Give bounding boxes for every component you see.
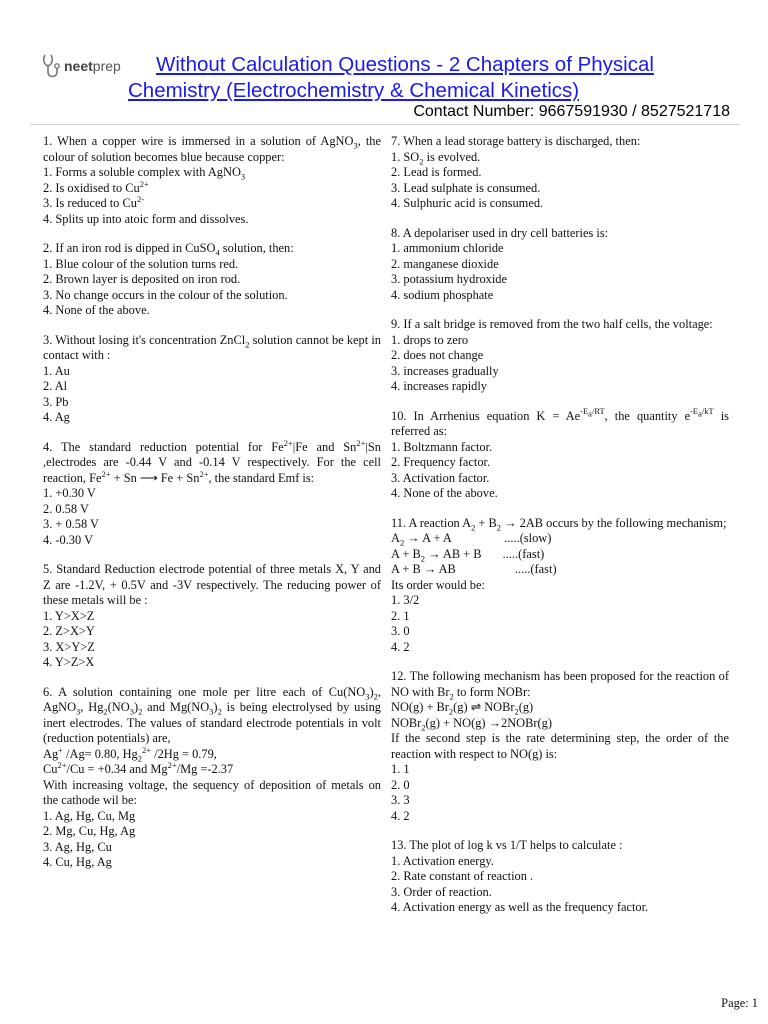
question-2 <box>43 241 381 319</box>
option: 3. X>Y>Z <box>43 639 95 654</box>
right-column <box>391 134 729 930</box>
option: 1. $SO_2$ is evolved. <box>391 149 481 166</box>
question-stem: 5. Standard Reduction electrode potential of three metals X, Y and Z are -1.2V, + 0.5V and -3V respectively. The reducing power of these metals will be : <box>43 562 381 607</box>
question-stem: 6. A solution containing one mole per litre each of $Cu(NO_3)_2$, AgNO$_3$, $Hg_2(NO_3)_2$ and $Mg(NO_3)_2$ is being electrolysed by using inert electrodes. The values of standard electrode potentials in volt (reduction potentials) are, <box>43 684 381 745</box>
contact-number: Contact Number: 9667591930 / 8527521718 <box>413 103 730 120</box>
option: 2. Lead is formed. <box>391 165 482 179</box>
question-6 <box>43 685 381 871</box>
question-stem: 4. The standard reduction potential for $Fe^{2+}|Fe$ and $Sn^{2+}|Sn$ ,electrodes are -0.44 V and -0.14 V respectively. For the cell reaction, $Fe^{2+} + Sn$ ⟶ $Fe + Sn^{2+}$, the standard Emf is: <box>43 437 382 485</box>
option: 4. Activation energy as well as the frequency factor. <box>391 900 649 914</box>
question-stem-continued: If the second step is the rate determining step, the order of the reaction with respect to NO(g) is: <box>391 731 729 761</box>
question-11 <box>391 516 729 656</box>
option: 3. + 0.58 V <box>43 517 99 531</box>
question-stem: 7. When a lead storage battery is discharged, then: <box>391 134 641 148</box>
question-stem: 12. The following mechanism has been proposed for the reaction of NO with $Br_2$ to form NOBr: <box>391 669 729 701</box>
left-column <box>43 134 381 885</box>
question-1 <box>43 134 381 227</box>
option: 3. 0 <box>391 624 410 638</box>
mechanism-step: $NO(g) + Br_2(g)$ ⇌ NOBr$_2$(g) <box>391 700 534 717</box>
question-stem: 11. A reaction $A_2 + B_2 \to 2AB$ occurs by the following mechanism; <box>391 515 727 532</box>
option: 4. sodium phosphate <box>391 287 494 302</box>
option: 2. Z>X>Y <box>43 624 95 638</box>
option: 4. -0.30 V <box>43 532 94 547</box>
question-stem: 3. Without losing it's concentration ZnCl$_2$ solution cannot be kept in contact with : <box>43 332 381 362</box>
option: 1. 3/2 <box>391 593 420 607</box>
option: 4. increases rapidly <box>391 379 487 393</box>
option: 2. Brown layer is deposited on iron rod. <box>43 272 241 286</box>
question-stem: 9. If a salt bridge is removed from the two half cells, the voltage: <box>391 317 713 331</box>
option: 4. Cu, Hg, Ag <box>43 855 112 869</box>
option: 3. Ag, Hg, Cu <box>43 839 112 854</box>
question-stem: 8. A depolariser used in dry cell batteries is: <box>391 225 609 240</box>
option: 4. Y>Z>X <box>43 655 95 669</box>
question-13 <box>391 838 729 916</box>
question-7 <box>391 134 729 212</box>
option: 3. Is reduced to $Cu^{2-}$ <box>43 193 145 210</box>
mechanism-step: $A_2 \to A + A$ .....(slow) <box>391 531 552 548</box>
option: 1. Au <box>43 363 70 378</box>
logo-wordmark: neetprep <box>64 58 121 74</box>
option: 1. ammonium chloride <box>391 241 504 255</box>
question-stem: 13. The plot of log k vs 1/T helps to calculate : <box>391 838 623 852</box>
option: 1. Boltzmann factor. <box>391 439 493 454</box>
header-divider <box>30 124 740 125</box>
option: 3. potassium hydroxide <box>391 272 507 286</box>
option: 3. Lead sulphate is consumed. <box>391 180 541 195</box>
option: 4. None of the above. <box>43 303 150 317</box>
option: 3. Pb <box>43 394 69 409</box>
question-12 <box>391 669 729 824</box>
option: 3. 3 <box>391 793 410 807</box>
option: 2. Frequency factor. <box>391 455 491 469</box>
document-title[interactable]: Without Calculation Questions - 2 Chapters of Physical Chemistry (Electrochemistry & Chemical Kinetics) <box>128 53 654 102</box>
option: 4. 2 <box>391 808 410 823</box>
option: 3. increases gradually <box>391 363 499 378</box>
question-9 <box>391 317 729 395</box>
question-3 <box>43 333 381 426</box>
option: 1. Ag, Hg, Cu, Mg <box>43 808 136 823</box>
option: 2. 0.58 V <box>43 501 89 516</box>
option: 1. Activation energy. <box>391 853 494 868</box>
option: 2. Mg, Cu, Hg, Ag <box>43 824 136 838</box>
option: 1. 1 <box>391 762 410 776</box>
formula-line: $Cu^{2+}/Cu = +0.34$ and $Mg^{2+}/Mg =-2.37$ <box>43 759 234 776</box>
question-stem: 10. In Arrhenius equation $K = Ae^{-E_a/RT}$, the quantity $e^{-E_a/kT}$ is referred as: <box>391 406 729 438</box>
mechanism-step: NOBr$_2$(g) + NO(g) →2NOBr(g) <box>391 715 552 732</box>
option: 1. Y>X>Z <box>43 608 95 623</box>
option: 2. Al <box>43 379 68 393</box>
question-stem: 1. When a copper wire is immersed in a solution of AgNO$_3$, the colour of solution becomes blue because copper: <box>43 134 382 164</box>
question-4 <box>43 437 382 549</box>
option: 2. 0 <box>391 777 410 792</box>
question-stem: 2. If an iron rod is dipped in CuSO$_4$ solution, then: <box>43 241 294 258</box>
option: 2. does not change <box>391 348 484 362</box>
mechanism-step: $A + B_2$ → AB + B .....(fast) <box>391 546 545 563</box>
option: 4. Ag <box>43 410 70 424</box>
page-number: Page: 1 <box>721 996 758 1010</box>
option: 1. Forms a soluble complex with AgNO$_3$ <box>43 165 246 182</box>
page-header <box>0 0 768 124</box>
mechanism-step: A + B → AB .....(fast) <box>391 562 557 576</box>
option: 4. Sulphuric acid is consumed. <box>391 196 544 210</box>
question-stem-continued: With increasing voltage, the sequency of deposition of metals on the cathode wil be: <box>43 777 381 807</box>
stethoscope-icon <box>40 52 64 82</box>
option: 4. None of the above. <box>391 486 498 500</box>
option: 3. Order of reaction. <box>391 884 492 899</box>
option: 3. Activation factor. <box>391 470 490 485</box>
formula-line: Ag+ /Ag= 0.80, $Hg_2^{2+}$ /2Hg = 0.79, <box>43 744 217 763</box>
option: 3. No change occurs in the colour of the solution. <box>43 287 288 302</box>
option: 2. Is oxidised to $Cu^{2+}$ <box>43 178 149 195</box>
option: 4. 2 <box>391 639 410 654</box>
option: 2. 1 <box>391 608 410 623</box>
option: 4. Splits up into atoic form and dissolves. <box>43 211 249 226</box>
option: 2. manganese dioxide <box>391 256 499 271</box>
question-10 <box>391 406 729 502</box>
option: 1. +0.30 V <box>43 486 96 500</box>
option: 2. Rate constant of reaction . <box>391 869 534 883</box>
question-5 <box>43 562 381 671</box>
option: 1. Blue colour of the solution turns red. <box>43 256 239 271</box>
option: 1. drops to zero <box>391 332 469 347</box>
question-8 <box>391 226 729 304</box>
question-prompt: Its order would be: <box>391 577 485 592</box>
